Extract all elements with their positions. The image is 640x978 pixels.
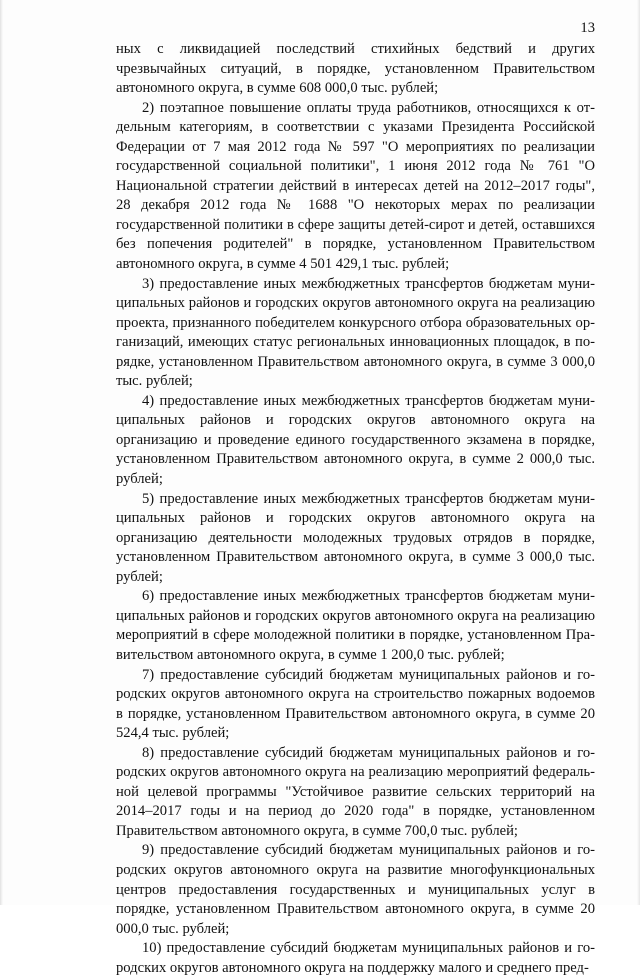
paragraph-item-10: 10) предоставление субсидий бюджетам муниципальных районов и городских округов автономного округа на поддержку малого и среднего пред-	[116, 940, 595, 976]
paragraph-item-3: 3) предоставление иных межбюджетных трансфертов бюджетам муниципальных районов и городских округов автономного округа на реализацию проекта, признанного победителем конкурсного отбора образовательных организаций, имеющих статус региональных инновационных площадок, в порядке, установленном Правительством автономного округа, в сумме 3 000,0 тыс. рублей;	[116, 275, 595, 390]
paragraph-item-2: 2) поэтапное повышение оплаты труда работников, относящихся к отдельным категориям, в соответствии с указами Президента Российской Федерации от 7 мая 2012 года № 597 "О мероприятиях по реализации государственной социальной политики", 1 июня 2012 года № 761 "О Национальной стратегии действий в интересах детей на 2012–2017 годы", 28 декабря 2012 года № 1688 "О некоторых мерах по реализации государственной политики в сфере защиты детей-сирот и детей, оставшихся без попечения родителей" в порядке, установленном Правительством автономного округа, в сумме 4 501 429,1 тыс. рублей;	[116, 99, 595, 273]
paragraph-item-8: 8) предоставление субсидий бюджетам муниципальных районов и городских округов автономного округа на реализацию мероприятий федеральной целевой программы "Устойчивое развитие сельских территорий на 2014–2017 годы и на период до 2020 года" в порядке, установленном Правительством автономного округа, в сумме 700,0 тыс. рублей;	[116, 744, 595, 839]
body-text	[116, 40, 595, 978]
paragraph-item-4: 4) предоставление иных межбюджетных трансфертов бюджетам муниципальных районов и городских округов автономного округа на организацию и проведение единого государственного экзамена в порядке, установленном Правительством автономного округа, в сумме 2 000,0 тыс. рублей;	[116, 392, 595, 488]
paragraph-item-7: 7) предоставление субсидий бюджетам муниципальных районов и городских округов автономного округа на строительство пожарных водоемов в порядке, установленном Правительством автономного округа, в сумме 20 524,4 тыс. рублей;	[116, 666, 595, 742]
paragraph-continuation: ных с ликвидацией последствий стихийных бедствий и других чрезвычайных ситуаций, в порядке, установленном Правительством автономного округа, в сумме 608 000,0 тыс. рублей;	[116, 41, 595, 97]
page-number: 13	[580, 20, 595, 36]
scan-edge-left	[0, 0, 3, 905]
paragraph-item-5: 5) предоставление иных межбюджетных трансфертов бюджетам муниципальных районов и городских округов автономного округа на организацию деятельности молодежных трудовых отрядов в порядке, установленном Правительством автономного округа, в сумме 3 000,0 тыс. рублей;	[116, 490, 595, 585]
paragraph-item-9: 9) предоставление субсидий бюджетам муниципальных районов и городских округов автономного округа на развитие многофункциональных центров предоставления государственных и муниципальных услуг в порядке, установленном Правительством автономного округа, в сумме 20 000,0 тыс. рублей;	[116, 842, 595, 937]
paragraph-item-6: 6) предоставление иных межбюджетных трансфертов бюджетам муниципальных районов и городских округов автономного округа на реализацию мероприятий в сфере молодежной политики в порядке, установленном Правительством автономного округа, в сумме 1 200,0 тыс. рублей;	[116, 588, 595, 663]
